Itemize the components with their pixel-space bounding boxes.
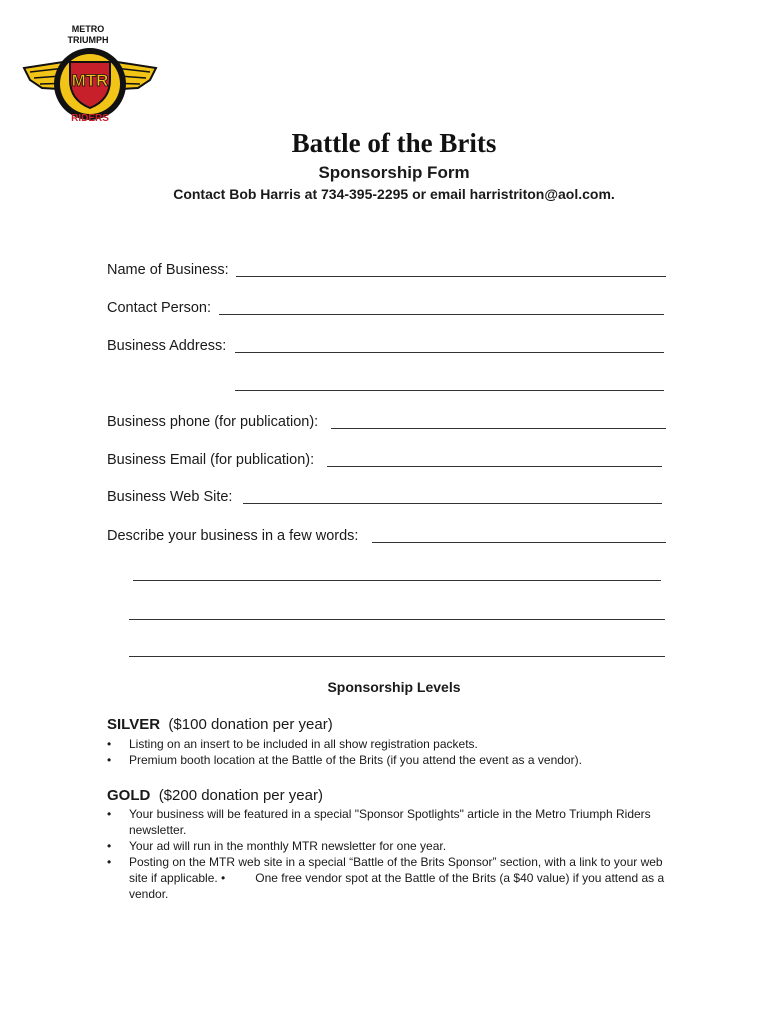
describe-business-line-4[interactable] <box>129 656 665 657</box>
business-address-line[interactable] <box>235 352 664 353</box>
metro-triumph-riders-logo <box>20 22 160 130</box>
business-phone-label: Business phone (for publication): <box>107 414 319 430</box>
silver-level-heading <box>107 716 333 733</box>
gold-benefit-text: Posting on the MTR web site in a special “Battle of the Brits Sponsor” section, with a link to your web site if applicable. • One free vendor spot at the Battle of the Brits (a $40 value) if you attend as a vendor. <box>129 855 668 901</box>
gold-level-price: ($200 donation per year) <box>158 787 323 804</box>
form-subtitle: Sponsorship Form <box>318 163 470 182</box>
contact-line: Contact Bob Harris at 734-395-2295 or email harristriton@aol.com. <box>173 186 615 202</box>
logo-top-text-2: TRIUMPH <box>67 35 109 45</box>
gold-benefit-text: Your ad will run in the monthly MTR newsletter for one year. <box>129 839 447 853</box>
business-address-label: Business Address: <box>107 338 227 354</box>
silver-level-name: SILVER <box>107 716 161 733</box>
gold-level-heading <box>107 787 323 804</box>
business-address-line-2[interactable] <box>235 390 664 391</box>
describe-business-label: Describe your business in a few words: <box>107 528 359 544</box>
silver-benefit-text: Premium booth location at the Battle of the Brits (if you attend the event as a vendor). <box>129 753 582 767</box>
describe-business-line-3[interactable] <box>129 619 665 620</box>
contact-person-line[interactable] <box>219 314 664 315</box>
bullet: • <box>107 839 112 853</box>
contact-person-label: Contact Person: <box>107 300 211 316</box>
logo-top-text: METRO <box>71 24 105 34</box>
list-item <box>107 806 677 838</box>
business-phone-line[interactable] <box>331 428 666 429</box>
sponsorship-levels-heading: Sponsorship Levels <box>327 679 461 695</box>
bullet: • <box>107 753 112 767</box>
silver-benefits-list <box>107 736 687 768</box>
business-web-label: Business Web Site: <box>107 489 233 505</box>
form-title: Battle of the Brits <box>291 128 497 158</box>
business-email-label: Business Email (for publication): <box>107 452 315 468</box>
bullet: • <box>107 807 112 821</box>
business-web-line[interactable] <box>243 503 662 504</box>
mtr-logo-emblem <box>20 22 160 130</box>
list-item <box>107 752 687 768</box>
list-item <box>107 736 687 752</box>
business-email-line[interactable] <box>327 466 662 467</box>
list-item <box>107 838 677 854</box>
describe-business-line-2[interactable] <box>133 580 661 581</box>
bullet: • <box>107 737 112 751</box>
list-item <box>107 854 677 902</box>
gold-benefit-text: Your business will be featured in a special "Sponsor Spotlights" article in the Metro Triumph Riders newsletter. <box>129 807 651 837</box>
logo-bottom-text: RIDERS <box>71 113 109 124</box>
silver-benefit-text: Listing on an insert to be included in all show registration packets. <box>129 737 478 751</box>
logo-center-text: MTR <box>71 71 109 90</box>
describe-business-line[interactable] <box>372 542 666 543</box>
bullet: • <box>107 855 112 869</box>
silver-level-price: ($100 donation per year) <box>168 716 333 733</box>
business-name-line[interactable] <box>236 276 666 277</box>
business-name-label: Name of Business: <box>107 262 229 278</box>
gold-benefits-list <box>107 806 677 902</box>
gold-level-name: GOLD <box>107 787 151 804</box>
